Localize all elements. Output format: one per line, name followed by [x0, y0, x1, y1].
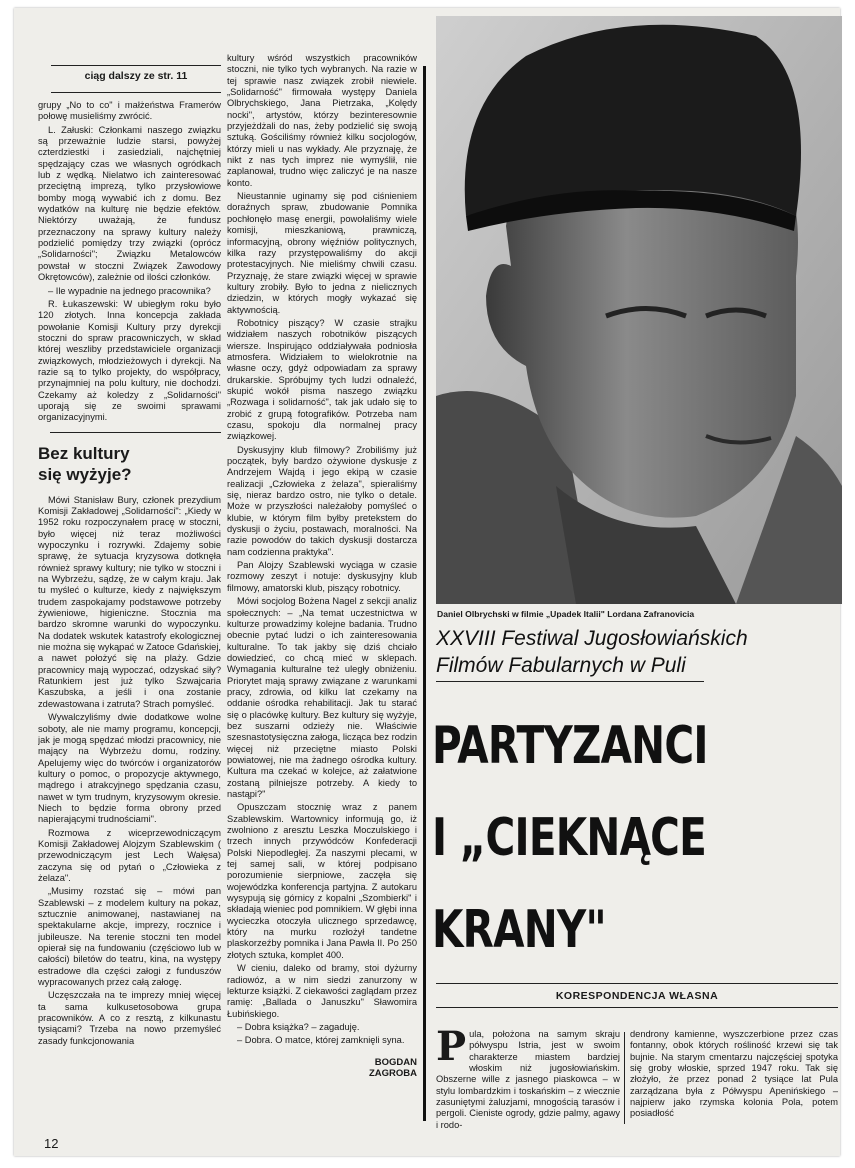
paragraph: Dyskusyjny klub filmowy? Zrobiliśmy już początek, były bardzo ożywione dyskusje z Andrzejem Wajdą i jego ekipą w czasie realizacji „Człowieka z żelaza", spieraliśmy się, nieraz bardzo ostro, nie tylko o detale. Może w przyszłości należałoby pomyśleć o klubie, w którym film byłby pretekstem do dyskusji o życiu, postawach, moralności. Na razie powodów do takich dyskusji dostarcza nam codzienna praktyka". — [227, 444, 417, 557]
festival-title-line-1: XXVIII Festiwal Jugosłowiańskich — [436, 627, 748, 650]
paragraph: Rozmowa z wiceprzewodniczącym Komisji Zakładowej Alojzym Szablewskim ( przewodniczącym jest Lech Wałęsa) zaczyna się od pytań o „Człowieka z żelaza". — [38, 827, 221, 883]
portrait-photo — [436, 16, 842, 604]
section-rule-top — [436, 983, 838, 984]
headline-line-2: I „CIEKNĄCE — [432, 808, 707, 868]
top-rule-left — [51, 65, 221, 66]
section-rule-bottom — [436, 1007, 838, 1008]
headline-line-3: KRANY" — [432, 900, 606, 960]
paragraph: Opuszczam stocznię wraz z panem Szablewskim. Wartownicy informują go, iż zwolniono z aresztu Leszka Moczulskiego i trzech innych przywódców Konfederacji Polski Niepodległej. Za naszymi plecami, w tej samej sali, w której podpisano porozumienie sierpniowe, zaczęła się wojewódzka konferencja partyjna. Z autokaru wysypują się górnicy z kopalni „Szombierki" i składają wieniec pod pomnikiem. W głębi inna wycieczka otoczyła ulicznego sprzedawcę, który na murku rozłożył tandetne plaskorzeźby pomnika i Jana Pawła II. Po 250 złotych sztuka, komplet 400. — [227, 802, 417, 960]
paragraph: Mówi socjolog Bożena Nagel z sekcji analiz społecznych: – „Na temat uczestnictwa w kulturze prowadzimy kolejne badania. Trudno obecnie pytać ludzi o ich zainteresowania kulturalne. To tak jakby się dziś chciało dowiedzieć, co chcą mieć w sklepach. Wymagania kulturalne też uległy obniżeniu. Priorytet mają sprawy związane z warunkami pracy, zdrowia, od kilku lat czekamy na oddanie ośrodka rehabilitacji. Jak tu starać się o placówkę kultury. Bez kultury się wyżyje, bez suszarni odzieży nie. Właściwie szesnastotysięczna załoga, licząca bez rodzin więcej niż przeciętne miasto Polski powiatowej, nie ma żadnego ośrodka kultury. Kultura ma czekać w kolejce, aż załatwione zostaną pilniejsze potrzeby. A kiedy to nastąpi?" — [227, 596, 417, 799]
portrait-illustration — [436, 16, 842, 604]
paragraph: Uczęszczała na te imprezy mniej więcej ta sama kulkusetosobowa grupa pracowników. A co z resztą, z kilkunastu tysiącami? Trzeba na nowo przemyśleć zasady funkcjonowania — [38, 990, 221, 1046]
festival-rule — [436, 681, 704, 682]
column-divider-bottom — [624, 1032, 625, 1124]
paragraph: „Musimy rozstać się – mówi pan Szablewski – z modelem kultury na pokaz, sztucznie animowanej, nastawianej na spektakularne akcje, imprezy, rocznice i jubileusze. Na terenie stoczni ten model opierał się na fundowaniu (częściowo lub w całości) biletów do teatru, kina, na występy estradowe dla części załogi z funduszów wypracowanych przez całą załogę. — [38, 886, 221, 988]
drop-cap: P — [436, 1029, 467, 1070]
paragraph: grupy „No to co" i małżeństwa Framerów połowę musieliśmy zwrócić. — [38, 100, 221, 122]
paragraph: dendrony kamienne, wyszczerbione przez czas fontanny, obok których rośliność krzewi się tak bujnie. Na starym cmentarzu najczęściej spotyka się groby włoskie, sprzed 1947 roku. Tak się złożyło, że przez ponad 2 tysiące lat Pula zarządzana była z Półwyspu Apenińskiego – najpierw jako rzymska kolonia Pola, potem posiadłość — [630, 1029, 838, 1119]
byline — [227, 1057, 417, 1079]
subhead-rule — [50, 432, 221, 433]
paragraph: Mówi Stanisław Bury, członek prezydium Komisji Zakładowej „Solidarności": „Kiedy w 1952 roku rozpoczynałem pracę w stoczni, było więcej niż teraz możliwości wypoczynku i rozrywki. Zdajemy sobie sprawę, że sytuacja kryzysowa dotknęła również sprawy kultury; nie tylko w stoczni i na Wybrzeżu, sądzę, że w całym kraju. Jak tu myśleć o kulturze, kiedy z największym trudem zaspokajamy podstawowe potrzeby żywieniowe, higieniczne. Stocznia ma bardzo skromne warunki do wypoczynku. Na dodatek wskutek katastrofy ekologicznej nie można się wykąpać w Zatoce Gdańskiej, a nawet położyć się na plaży. Gdzie pracownicy mają wypoczać, odzyskać siły? Ratunkiem jest już tylko Szwajcaria Kaszubska, a jeśli i ona zostanie zdewastowana i zatruta? Strach pomyśleć. — [38, 494, 221, 709]
subheading-line-1: Bez kultury — [38, 443, 130, 463]
paragraph: R. Łukaszewski: W ubiegłym roku było 120 złotych. Inna koncepcja zakłada powołanie Komisji Kultury przy dyrekcji stoczni do spraw pracowniczych, w skład której weszliby przedstawiciele organizacji związkowych, młodzieżowych i dyrekcji. Na razie są to tylko projekty, do współpracy, przynajmniej na polu kultury, nie dochodzi. Czekamy aż koledzy z „Solidarności" uporają się ze swoimi sprawami organizacyjnymi. — [38, 298, 221, 423]
paragraph: kultury wśród wszystkich pracowników stoczni, nie tylko tych wybranych. Na razie w tej sprawie nasz związek zrobił niewiele. „Solidarność" firmowała występy Daniela Olbrychskiego, Jana Pietrzaka, „Kolędy nocki", artystów, którzy bezinteresownie przyjeżdżali do nas, żeby podzielić się swoją sztuką. Gościliśmy również kilku socjologów, którzy mieli u nas wykłady. Ale przyznaję, że nikt z nas tych imprez nie wymyślił, nie zaplanował, trudno więc zaliczyć je na nasze konto. — [227, 53, 417, 188]
festival-title — [436, 625, 836, 679]
subheading-line-2: się wyżyje? — [38, 464, 132, 484]
continuation-note: ciąg dalszy ze str. 11 — [84, 70, 188, 82]
paragraph: Pan Alojzy Szablewski wyciąga w czasie rozmowy zeszyt i notuje: dyskusyjny klub filmowy, amatorski klub, piszący robotnicy. — [227, 560, 417, 593]
lead-paragraph — [436, 1029, 620, 1129]
headline-line-1: PARTYZANCI — [432, 716, 708, 776]
headline — [432, 700, 748, 976]
byline-first-name: BOGDAN — [374, 1056, 417, 1068]
section-label: KORESPONDENCJA WŁASNA — [555, 990, 719, 1002]
photo-caption: Daniel Olbrychski w filmie „Upadek Italii" Lordana Zafranovicia — [437, 609, 695, 619]
top-rule-left-2 — [51, 92, 221, 93]
page-number: 12 — [44, 1136, 59, 1151]
column-divider — [423, 66, 426, 1121]
paragraph: – Dobra książka? – zagaduję. — [237, 1021, 360, 1032]
subheading — [38, 443, 221, 485]
lead-text: ula, położona na samym skraju półwyspu Istria, jest w swoim charakterze miastem bardziej włoskim niż jugosłowiańskim. Obszerne wille z jasnego piaskowca – w stylu lombardzkim i toskańskim – z wiecznie zasuniętymi żaluzjami, mnogością tarasów i pergoli. Cieniste ogrody, gdzie palmy, agawy i rodo- — [436, 1029, 620, 1129]
paragraph: Robotnicy piszący? W czasie strajku widziałem naszych robotników piszących wiersze. Inspirująco oddziaływała podniosła atmosfera. Widziałem to wielokrotnie na własne oczy, gdyż odpowiadam za sprawy drukarskie. Spróbujmy tych ludzi odnaleźć, skupić wokół pisma naszego związku „Rozwaga i solidarność", tak jak udało się to zrobić z grupą fotografików. Potrzeba nam czasu, spokoju dla normalnej pracy związkowej. — [227, 317, 417, 442]
paragraph: – Dobra. O matce, której zamknięli syna. — [237, 1035, 405, 1046]
paragraph: – Ile wypadnie na jednego pracownika? — [48, 285, 211, 296]
paragraph: L. Załuski: Członkami naszego związku są przeważnie ludzie starsi, powyżej czterdziestki i zasiedziali, najchętniej spędzający czas we własnych ogródkach lub z wędką. Nielatwo ich zainteresować przeciętną imprezą, tylko przysłowiowe bomby mogą wywabić ich z domu. Bez wydatków na kulturę nie będzie efektów. Niektórzy uważają, że fundusz przeznaczony na sprawy kultury należy podzielić pomiędzy trzy związki (oprócz „Solidarności"; Związku Metalowców powstał w stoczni Związek Zawodowy Okrętowców), zależnie od ilości członków. — [38, 124, 221, 283]
paragraph: W cieniu, daleko od bramy, stoi dyżurny radiowóz, a w nim siedzi zanurzony w lekturze książki. Z ciekawości zaglądam przez ramię: „Ballada o Januszku" Sławomira Łubińskiego. — [227, 963, 417, 1019]
festival-title-line-2: Filmów Fabularnych w Puli — [436, 654, 686, 677]
column-1 — [38, 100, 221, 1125]
column-2 — [227, 53, 417, 1133]
column-3 — [436, 1029, 620, 1129]
paragraph: Wywalczyliśmy dwie dodatkowe wolne soboty, ale nie mamy programu, koncepcji, jak je mogą spędzać młodzi pracownicy, nie mający na Wybrzeżu domu, rodziny. Apelujemy więc do twórców i organizatorów kultury o pomoc, o propozycje aktywnego, mądrego i atrakcyjnego spędzania czasu, nawet w tym trudnym, kryzysowym okresie. Niech to będzie forma obrony przed napierającymi trudnościami". — [38, 712, 221, 825]
column-4 — [630, 1029, 838, 1129]
byline-last-name: ZAGROBA — [368, 1067, 417, 1079]
magazine-page — [14, 8, 840, 1156]
paragraph: Nieustannie uginamy się pod ciśnieniem doraźnych spraw, zbudowanie Pomnika pochłonęło masę energii, powołaliśmy wiele komisji, mieszkaniową, prawniczą, informacyjną, obrony więźniów politycznych, kilka razy przystępowaliśmy do akcji protestacyjnych. Nie mieliśmy chwili czasu. Przyznaję, że stare związki więcej w sprawie kultury zrobiły. Było to jedna z nielicznych dziedzin, w których mogły wykazać się aktywnością. — [227, 191, 417, 315]
